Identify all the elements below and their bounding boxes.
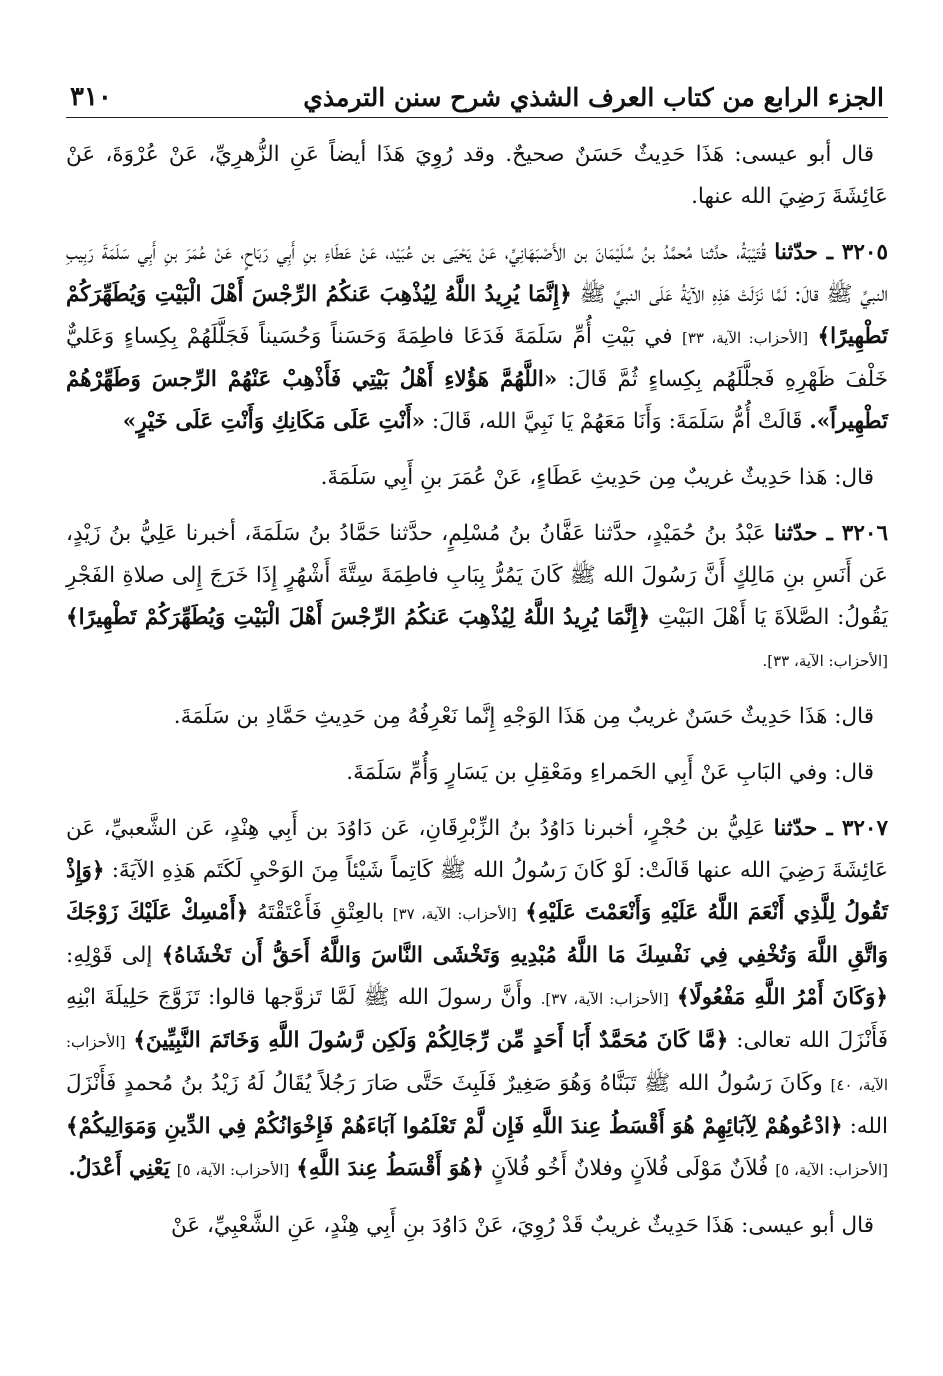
- quran-verse: ﴿إِنَّمَا يُرِيدُ اللَّهُ لِيُذْهِبَ عَنكُمُ الرِّجْسَ أَهْلَ الْبَيْتِ وَيُطَهِّرَكُمْ تَطْهِيرًا﴾: [66, 282, 888, 349]
- hadith-3207: ٣٢٠٧ ـ حدّثنا عَلِيُّ بن حُجْرٍ، أخبرنا دَاوُدُ بنُ الزِّبْرِقَانِ، عَن دَاوُدَ بن أَبِي هِنْدٍ، عَن الشَّعبيِّ، عَن عَائِشَةَ رَضِيَ الله عنها قَالَتْ: لَوْ كَانَ رَسُولُ الله ﷺ كَاتِماً شَيْئاً مِنَ الوَحْيِ لَكَتَم هَذِهِ الآيَةَ: ﴿وَإِذْ تَقُولُ لِلَّذِي أَنْعَمَ اللَّهُ عَلَيْهِ وَأَنْعَمْتَ عَلَيْهِ﴾ [الأحزاب: الآية، ٣٧] بالعِتْقِ فَأَعْتَقْتَهُ ﴿أَمْسِكْ عَلَيْكَ زَوْجَكَ وَاتَّقِ اللَّهَ وَتُخْفِي فِي نَفْسِكَ مَا اللَّهُ مُبْدِيهِ وَتَخْشَى النَّاسَ وَاللَّهُ أَحَقُّ أَن تَخْشَاهُ﴾ إلى قَوْلِهِ: ﴿وَكَانَ أَمْرُ اللَّهِ مَفْعُولًا﴾ [الأحزاب: الآية، ٣٧]. وأَنَّ رسولَ الله ﷺ لَمَّا تَزوَّجها قالوا: تَزَوَّجَ حَلِيلَةَ ابْنِهِ فَأَنْزَلَ الله تعالى: ﴿مَّا كَانَ مُحَمَّدٌ أَبَا أَحَدٍ مِّن رِّجَالِكُمْ وَلَكِن رَّسُولَ اللَّهِ وَخَاتَمَ النَّبِيِّينَ﴾ [الأحزاب: الآية، ٤٠] وكَانَ رَسُولُ الله ﷺ تَبَنَّاهُ وَهُوَ صَغِيرٌ فَلَبِثَ حَتَّى صَارَ رَجُلاً يُقَالُ لَهُ زَيْدُ بنُ مُحمدٍ فَأَنْزَلَ الله: ﴿ادْعُوهُمْ لِآبَائِهِمْ هُوَ أَقْسَطُ عِندَ اللَّهِ فَإِن لَّمْ تَعْلَمُوا آبَاءَهُمْ فَإِخْوَانُكُمْ فِي الدِّينِ وَمَوَالِيكُمْ﴾ [الأحزاب: الآية، ٥] فُلاَنٌ مَوْلَى فُلاَنٍ وفلانٌ أَخُو فُلاَنٍ ﴿هُوَ أَقْسَطُ عِندَ اللَّهِ﴾ [الأحزاب: الآية، ٥] يَعْنِي أَعْدَلُ.: [66, 816, 889, 1181]
- verse-reference: [الأحزاب: الآية، ٥]: [775, 1161, 888, 1179]
- hadith-number: ٣٢٠٦: [841, 521, 888, 546]
- quran-verse: ﴿هُوَ أَقْسَطُ عِندَ اللَّهِ﴾: [296, 1156, 484, 1181]
- page-content: [66, 134, 888, 1247]
- hadith-text: عَبْدُ بنُ حُمَيْدٍ، حدَّثنا عَفَّانُ بنُ مُسْلِمٍ، حدَّثنا حَمَّادُ بنُ سَلَمَةَ، أخبرنا عَلِيُّ بنُ زَيْدٍ، عَن أَنَسِ بنِ مَالِكٍ أَنَّ رَسُولَ الله ﷺ كَانَ يَمُرُّ بِبَابِ فاطِمَةَ سِتَّةَ أَشْهُرٍ إِذَا خَرَجَ إِلى صلاةِ الفَجْرِ يَقُولُ: الصَّلاَةَ يَا أَهْلَ البَيْتِ: [66, 521, 889, 630]
- commentary-paragraph: [66, 1205, 888, 1247]
- verse-reference: [الأحزاب: الآية، ٥]: [176, 1161, 290, 1179]
- hadith-text: بالعِتْقِ فَأَعْتَقْتَهُ: [256, 900, 385, 925]
- hadith-text: فُلاَنٌ مَوْلَى فُلاَنٍ وفلانٌ أَخُو فُلاَنٍ: [490, 1156, 769, 1181]
- hadith-text: قُتَيْبَةُ، حدَّثنا مُحمَّدُ بنُ سُلَيْمَانَ بن الأَصْبَهَانِيِّ، عَنْ يَحْيَى بن عُبَيْد، عَنْ عَطَاءِ بنِ أَبِي رَبَاحٍ، عَنْ عُمَرَ بنِ أَبِي سَلَمَةَ رَبِيبِ النبيِّ ﷺ قالَ: لَمَّا نَزَلَتْ هَذِهِ الآيَةُ عَلَى النبيِّ ﷺ: [66, 240, 888, 307]
- commentary-text: قال: هَذا حَدِيثٌ غريبٌ مِن حَدِيثِ عَطَاءٍ، عَنْ عُمَرَ بنِ أَبِي سَلَمَةَ.: [320, 465, 874, 490]
- hadith-text: وكَانَ رَسُولُ الله ﷺ تَبَنَّاهُ وَهُوَ صَغِيرٌ فَلَبِثَ حَتَّى صَارَ رَجُلاً يُقَالُ لَهُ زَيْدُ بنُ مُحمدٍ فَأَنْزَلَ الله:: [66, 1071, 888, 1139]
- hadith-text: يَعْنِي أَعْدَلُ.: [68, 1156, 170, 1181]
- hadith-number: ٣٢٠٥: [841, 240, 888, 265]
- verse-reference: [الأحزاب: الآية، ٣٧]: [392, 905, 517, 923]
- quran-verse: ﴿وَإِذْ تَقُولُ لِلَّذِي أَنْعَمَ اللَّهُ عَلَيْهِ وَأَنْعَمْتَ عَلَيْهِ﴾: [66, 858, 888, 925]
- verse-reference: [الأحزاب: الآية، ٣٣]: [682, 329, 809, 347]
- quran-verse: ﴿مَّا كَانَ مُحَمَّدٌ أَبَا أَحَدٍ مِّن رِّجَالِكُمْ وَلَكِن رَّسُولَ اللَّهِ وَخَاتَمَ النَّبِيِّينَ﴾: [133, 1028, 729, 1053]
- prophetic-saying: «أَنْتِ عَلَى مَكَانِكِ وَأَنْتِ عَلَى خَيْرٍ»: [122, 409, 426, 434]
- hadith-text: إلى قَوْلِهِ:: [66, 943, 153, 968]
- commentary-text: قال أبو عيسى: هَذَا حَدِيثٌ غريبٌ قَدْ رُوِيَ، عَنْ دَاوُدَ بنِ أَبِي هِنْدٍ، عَنِ الشَّعْبِيِّ، عَنْ: [170, 1213, 874, 1238]
- verse-reference: [الأحزاب: الآية، ٣٧].: [540, 990, 669, 1008]
- hadith-text: وأَنَّ رسولَ الله ﷺ لَمَّا تَزوَّجها قالوا: تَزَوَّجَ حَلِيلَةَ ابْنِهِ فَأَنْزَلَ الله تعالى:: [66, 985, 888, 1053]
- page-header: [66, 82, 888, 118]
- hadith-number: ٣٢٠٧: [841, 816, 889, 841]
- hadith-keyword: حدّثنا: [773, 521, 818, 546]
- commentary-paragraph: [66, 752, 888, 794]
- hadith-keyword: حدّثنا: [774, 240, 818, 265]
- quran-verse: ﴿ادْعُوهُمْ لِآبَائِهِمْ هُوَ أَقْسَطُ عِندَ اللَّهِ فَإِن لَّمْ تَعْلَمُوا آبَاءَهُمْ فَإِخْوَانُكُمْ فِي الدِّينِ وَمَوَالِيكُمْ﴾: [66, 1114, 843, 1139]
- hadith-text: قَالَتْ أُمُّ سَلَمَةَ: وَأَنَا مَعَهُمْ يَا نَبِيَّ الله، قَالَ:: [431, 409, 803, 434]
- commentary-text: قال: وفي البَابِ عَنْ أَبِي الحَمراءِ ومَعْقِلِ بن يَسَارٍ وَأُمِّ سَلَمَةَ.: [346, 760, 874, 785]
- commentary-text: قال: هَذَا حَدِيثٌ حَسَنٌ غريبٌ مِن هَذَا الوَجْهِ إِنَّما نَعْرِفُهُ مِن حَدِيثِ حَمَّادِ بن سَلَمَةَ.: [173, 704, 874, 729]
- quran-verse: ﴿وَكَانَ أَمْرُ اللَّهِ مَفْعُولًا﴾: [676, 985, 888, 1010]
- commentary-text: قال أبو عيسى: هَذَا حَدِيثٌ حَسَنٌ صحيحٌ. وقد رُوِيَ هَذَا أيضاً عَنِ الزُّهرِيِّ، عَنْ عُرْوَةَ، عَنْ عَائِشَةَ رَضِيَ الله عنها.: [66, 142, 888, 209]
- hadith-3206: ٣٢٠٦ ـ حدّثنا عَبْدُ بنُ حُمَيْدٍ، حدَّثنا عَفَّانُ بنُ مُسْلِمٍ، حدَّثنا حَمَّادُ بنُ سَلَمَةَ، أخبرنا عَلِيُّ بنُ زَيْدٍ، عَن أَنَسِ بنِ مَالِكٍ أَنَّ رَسُولَ الله ﷺ كَانَ يَمُرُّ بِبَابِ فاطِمَةَ سِتَّةَ أَشْهُرٍ إِذَا خَرَجَ إِلى صلاةِ الفَجْرِ يَقُولُ: الصَّلاَةَ يَا أَهْلَ البَيْتِ ﴿إِنَّمَا يُرِيدُ اللَّهُ لِيُذْهِبَ عَنكُمُ الرِّجْسَ أَهْلَ الْبَيْتِ وَيُطَهِّرَكُمْ تَطْهِيرًا﴾ [الأحزاب: الآية، ٣٣].: [66, 521, 889, 670]
- hadith-text: عَلِيُّ بن حُجْرٍ، أخبرنا دَاوُدُ بنُ الزِّبْرِقَانِ، عَن دَاوُدَ بن أَبِي هِنْدٍ، عَن الشَّعبيِّ، عَن عَائِشَةَ رَضِيَ الله عنها قَالَتْ: لَوْ كَانَ رَسُولُ الله ﷺ كَاتِماً شَيْئاً مِنَ الوَحْيِ لَكَتَم هَذِهِ الآيَةَ:: [66, 816, 888, 883]
- hadith-3205: ٣٢٠٥ ـ حدّثنا قُتَيْبَةُ، حدَّثنا مُحمَّدُ بنُ سُلَيْمَانَ بن الأَصْبَهَانِيِّ، عَنْ يَحْيَى بن عُبَيْد، عَنْ عَطَاءِ بنِ أَبِي رَبَاحٍ، عَنْ عُمَرَ بنِ أَبِي سَلَمَةَ رَبِيبِ النبيِّ ﷺ قالَ: لَمَّا نَزَلَتْ هَذِهِ الآيَةُ عَلَى النبيِّ ﷺ ﴿إِنَّمَا يُرِيدُ اللَّهُ لِيُذْهِبَ عَنكُمُ الرِّجْسَ أَهْلَ الْبَيْتِ وَيُطَهِّرَكُمْ تَطْهِيرًا﴾ [الأحزاب: الآية، ٣٣] في بَيْتِ أُمِّ سَلَمَةَ فَدَعَا فاطِمَةَ وَحَسَناً وَحُسَيناً فَجَلَّلَهُمْ بِكِساءٍ وَعَليٌّ خَلْفَ ظَهْرِهِ فَجلَّلَهُم بِكِساءٍ ثُمَّ قَالَ: «اللَّهُمَّ هَؤُلاءِ أَهْلُ بَيْتِي فَأَذْهِبْ عَنْهُمْ الرِّجسَ وَطَهِّرْهُمْ تَطْهِيراً». قَالَتْ أُمُّ سَلَمَةَ: وَأَنَا مَعَهُمْ يَا نَبِيَّ الله، قَالَ: «أَنْتِ عَلَى مَكَانِكِ وَأَنْتِ عَلَى خَيْرٍ»: [66, 240, 889, 434]
- hadith-keyword: حدّثنا: [773, 816, 818, 841]
- book-page: [66, 82, 888, 1356]
- quran-verse: ﴿إِنَّمَا يُرِيدُ اللَّهُ لِيُذْهِبَ عَنكُمُ الرِّجْسَ أَهْلَ الْبَيْتِ وَيُطَهِّرَكُمْ تَطْهِيرًا﴾: [66, 605, 651, 630]
- prophetic-saying: «اللَّهُمَّ هَؤُلاءِ أَهْلُ بَيْتِي فَأَذْهِبْ عَنْهُمْ الرِّجسَ وَطَهِّرْهُمْ تَطْهِيراً».: [66, 367, 888, 434]
- running-title: الجزء الرابع من كتاب العرف الشذي شرح سنن الترمذي: [303, 83, 884, 112]
- hadith-text: في بَيْتِ أُمِّ سَلَمَةَ فَدَعَا فاطِمَةَ وَحَسَناً وَحُسَيناً فَجَلَّلَهُمْ بِكِساءٍ وَعَليٌّ خَلْفَ ظَهْرِهِ فَجلَّلَهُم بِكِساءٍ ثُمَّ قَالَ:: [66, 324, 889, 392]
- quran-verse: ﴿أَمْسِكْ عَلَيْكَ زَوْجَكَ وَاتَّقِ اللَّهَ وَتُخْفِي فِي نَفْسِكَ مَا اللَّهُ مُبْدِيهِ وَتَخْشَى النَّاسَ وَاللَّهُ أَحَقُّ أَن تَخْشَاهُ﴾: [66, 900, 889, 968]
- verse-reference: [الأحزاب: الآية، ٣٣].: [762, 652, 888, 670]
- commentary-paragraph: [66, 457, 888, 499]
- page-number: ٣١٠: [70, 82, 112, 112]
- commentary-paragraph: [66, 134, 888, 218]
- verse-reference: [الأحزاب: الآية، ٤٠]: [66, 1033, 888, 1094]
- commentary-paragraph: [66, 696, 888, 738]
